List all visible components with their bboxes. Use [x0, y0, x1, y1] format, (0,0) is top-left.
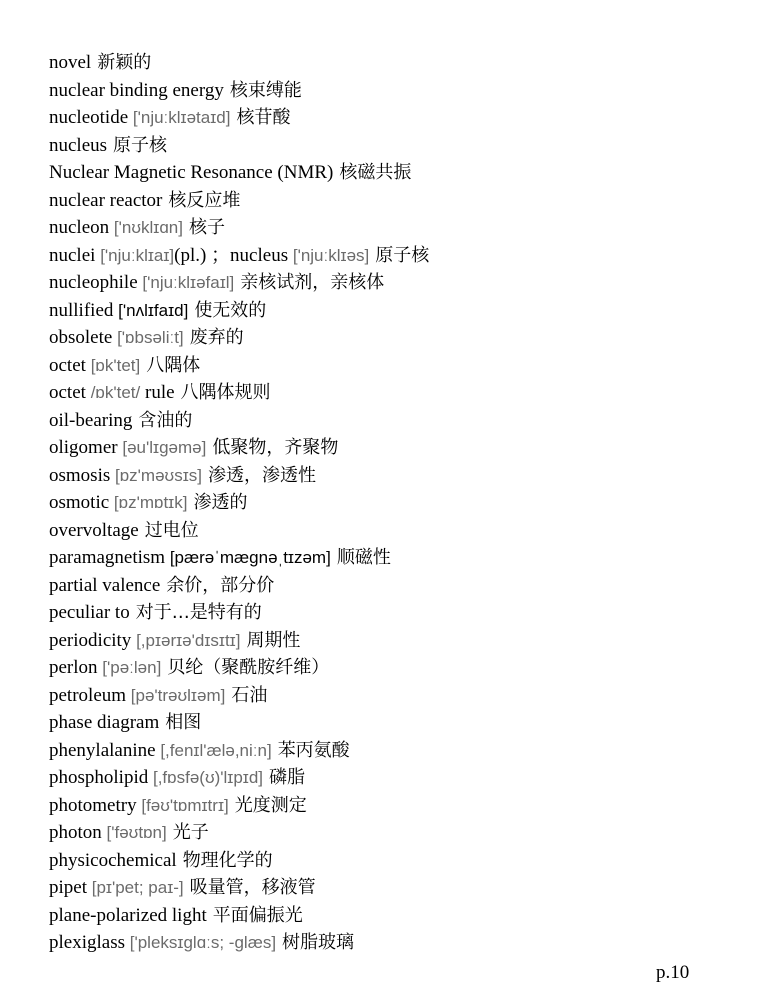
- glossary-entry: [49, 572, 759, 600]
- entry-translation: 核子: [188, 217, 225, 238]
- entry-pronunciation: [fəʊ'tɒmɪtrɪ]: [141, 795, 229, 815]
- glossary-entry: [49, 517, 759, 545]
- entry-term: oligomer: [49, 437, 123, 458]
- entry-translation: 对于…是特有的: [135, 602, 262, 623]
- entry-translation: 八隅体规则: [180, 382, 271, 403]
- entry-term: nuclear reactor: [49, 189, 163, 211]
- glossary-entry: [49, 132, 759, 160]
- entry-pronunciation: /ɒk'tet/: [90, 383, 141, 402]
- entry-term: nullified: [49, 299, 119, 321]
- entry-term: phenylalanine: [49, 739, 161, 761]
- entry-pronunciation: ['pəːlən]: [102, 658, 162, 677]
- entry-pronunciation: [,pɪərɪə'dɪsɪtɪ]: [136, 630, 241, 650]
- entry-translation: 废弃的: [189, 327, 244, 348]
- glossary-entry: [49, 242, 759, 270]
- entry-term: octet: [49, 382, 91, 403]
- glossary-entry: [49, 77, 759, 105]
- entry-translation: 光度测定: [234, 794, 307, 816]
- entry-term-extra: (pl.) ；nucleus: [174, 244, 293, 266]
- entry-term: nucleon: [49, 217, 114, 238]
- entry-pronunciation: [pɪ'pet; paɪ-]: [91, 878, 184, 897]
- entry-pronunciation: ['njuːklɪətaɪd]: [132, 108, 231, 127]
- glossary-entry: [49, 489, 759, 517]
- entry-translation: 原子核: [375, 244, 430, 266]
- entry-term: paramagnetism: [49, 547, 170, 568]
- glossary-entry: [49, 929, 759, 957]
- entry-pronunciation: [ɒz'mɒtɪk]: [113, 493, 188, 512]
- glossary-entry: [49, 847, 759, 875]
- entry-term: osmotic: [49, 492, 114, 513]
- entry-term: peculiar to: [49, 602, 130, 623]
- entry-term: nucleotide: [49, 107, 133, 128]
- entry-translation: 树脂玻璃: [282, 932, 355, 953]
- entry-translation: 含油的: [138, 409, 193, 431]
- entry-translation: 核苷酸: [236, 107, 291, 128]
- entry-term: physicochemical: [49, 849, 177, 871]
- glossary-entry: [49, 544, 759, 572]
- glossary-entry: [49, 104, 759, 132]
- entry-term: novel: [49, 52, 92, 73]
- entry-term: partial valence: [49, 574, 161, 596]
- entry-translation: 过电位: [144, 519, 199, 541]
- entry-term: oil-bearing: [49, 409, 133, 431]
- glossary-entry: [49, 49, 759, 77]
- entry-translation: 低聚物，齐聚物: [212, 437, 339, 458]
- entry-term: nuclei: [49, 244, 101, 266]
- glossary-entry: [49, 297, 759, 325]
- entry-pronunciation: [,fenɪl'ælə,niːn]: [160, 740, 272, 760]
- entry-pronunciation: [pærəˈmægnəˌtɪzəm]: [169, 548, 331, 567]
- entry-translation: 渗透的: [193, 492, 248, 513]
- entry-term: nuclear binding energy: [49, 79, 224, 101]
- entry-translation: 亲核试剂，亲核体: [240, 272, 385, 293]
- glossary-entry: [49, 654, 759, 682]
- entry-term-extra: rule: [140, 382, 175, 403]
- glossary-entry: [49, 352, 759, 380]
- entry-translation: 余价，部分价: [166, 574, 275, 596]
- entry-term: obsolete: [49, 327, 118, 348]
- glossary-entry: [49, 709, 759, 737]
- glossary-entry: [49, 187, 759, 215]
- entry-pronunciation: ['nʌlɪfaɪd]: [118, 300, 189, 320]
- entry-translation: 使无效的: [194, 299, 267, 321]
- entry-translation: 渗透，渗透性: [207, 464, 316, 486]
- entry-translation: 磷脂: [269, 767, 306, 788]
- glossary-entry: [49, 434, 759, 462]
- entry-translation: 核反应堆: [168, 189, 241, 211]
- glossary-entry: [49, 269, 759, 297]
- entry-term: phase diagram: [49, 712, 160, 733]
- entry-translation: 原子核: [113, 134, 168, 156]
- entry-pronunciation: ['nʊklɪɑn]: [113, 218, 183, 237]
- entry-term: nucleus: [49, 134, 108, 156]
- entry-term: photon: [49, 822, 107, 843]
- entry-term: Nuclear Magnetic Resonance (NMR): [49, 162, 334, 183]
- glossary-entry: [49, 737, 759, 765]
- entry-translation: 周期性: [246, 629, 301, 651]
- entry-term: osmosis: [49, 464, 115, 486]
- glossary-entry: [49, 874, 759, 902]
- entry-translation: 物理化学的: [182, 849, 273, 871]
- glossary-entry: [49, 407, 759, 435]
- entry-translation: 光子: [172, 822, 209, 843]
- entry-term: photometry: [49, 794, 142, 816]
- page-number: p.10: [656, 962, 690, 983]
- entry-pronunciation: [ɒz'məʊsɪs]: [115, 465, 202, 485]
- entry-term: plexiglass: [49, 932, 130, 953]
- entry-translation: 新颖的: [97, 52, 152, 73]
- glossary-entry: [49, 462, 759, 490]
- entry-pronunciation: [,fɒsfə(ʊ)'lɪpɪd]: [152, 768, 264, 787]
- entry-term: perlon: [49, 657, 103, 678]
- entry-pronunciation: [ɒk'tet]: [90, 355, 141, 375]
- glossary-entry: [49, 819, 759, 847]
- glossary-entry: [49, 627, 759, 655]
- glossary-list: [49, 49, 759, 957]
- glossary-entry: [49, 902, 759, 930]
- entry-translation: 核磁共振: [339, 162, 412, 183]
- glossary-entry: [49, 764, 759, 792]
- entry-translation: 顺磁性: [336, 547, 391, 568]
- entry-translation: 吸量管，移液管: [189, 877, 316, 898]
- entry-translation: 相图: [165, 712, 202, 733]
- glossary-entry: [49, 379, 759, 407]
- entry-translation: 平面偏振光: [212, 904, 303, 926]
- entry-pronunciation: ['pleksɪglɑːs; -glæs]: [129, 933, 277, 952]
- entry-pronunciation: ['fəʊtɒn]: [106, 823, 167, 842]
- entry-translation: 石油: [231, 684, 268, 706]
- glossary-entry: [49, 214, 759, 242]
- entry-term: petroleum: [49, 684, 131, 706]
- entry-term: octet: [49, 354, 91, 376]
- entry-term: pipet: [49, 877, 92, 898]
- glossary-entry: [49, 792, 759, 820]
- entry-pronunciation: [əu'lɪgəmə]: [122, 438, 207, 457]
- entry-translation: 苯丙氨酸: [277, 739, 350, 761]
- glossary-entry: [49, 159, 759, 187]
- glossary-entry: [49, 324, 759, 352]
- entry-pronunciation: ['njuːklɪəfaɪl]: [142, 273, 235, 292]
- glossary-entry: [49, 682, 759, 710]
- entry-translation: 贝纶（聚酰胺纤维）: [167, 657, 330, 678]
- entry-pronunciation-extra: ['njuːklɪəs]: [292, 245, 370, 265]
- entry-term: periodicity: [49, 629, 137, 651]
- entry-term: nucleophile: [49, 272, 143, 293]
- entry-term: overvoltage: [49, 519, 139, 541]
- entry-translation: 八隅体: [146, 354, 201, 376]
- entry-translation: 核束缚能: [229, 79, 302, 101]
- entry-pronunciation: [pə'trəʊlɪəm]: [130, 685, 226, 705]
- entry-pronunciation: ['ɒbsəliːt]: [117, 328, 184, 347]
- glossary-entry: [49, 599, 759, 627]
- entry-term: phospholipid: [49, 767, 153, 788]
- entry-pronunciation: ['njuːklɪaɪ]: [100, 245, 175, 265]
- entry-term: plane-polarized light: [49, 904, 207, 926]
